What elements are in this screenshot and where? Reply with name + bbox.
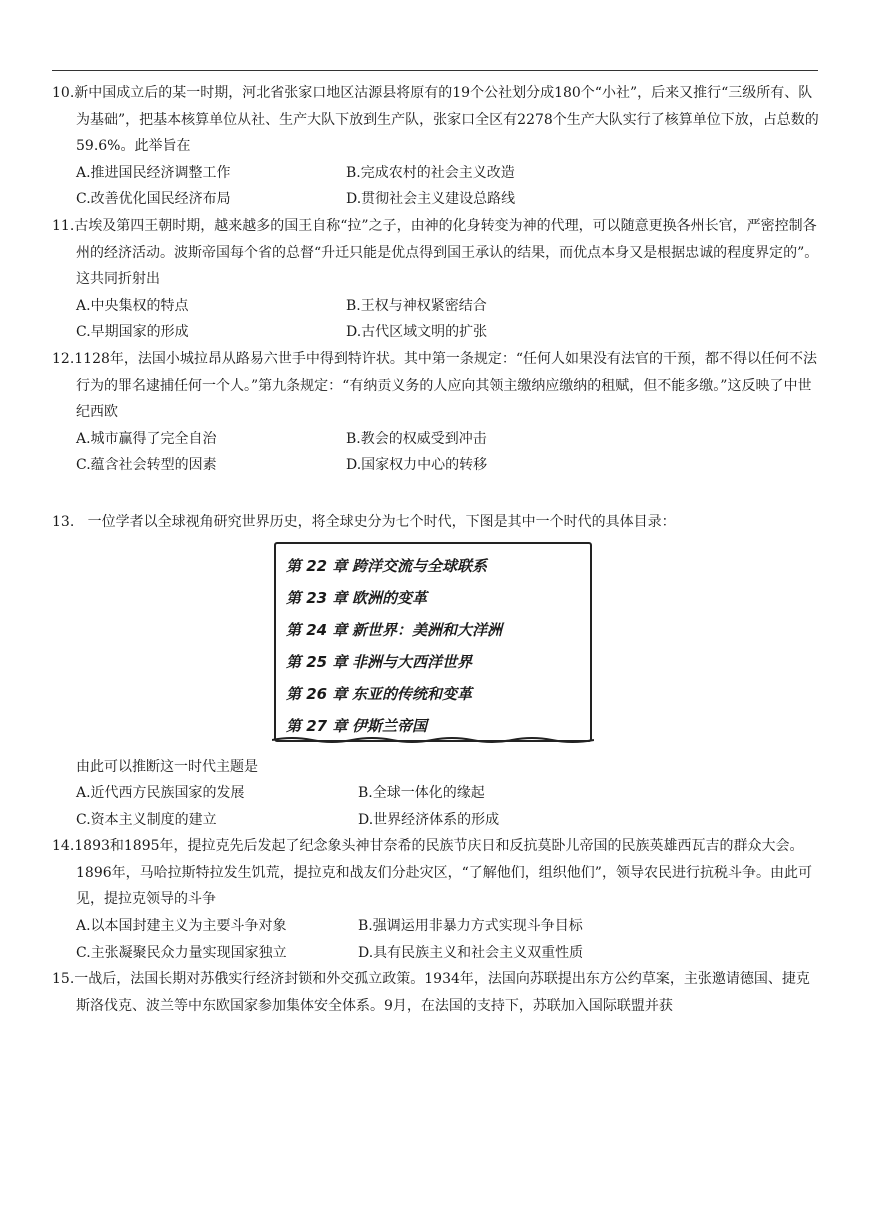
option-a[interactable]: A.推进国民经济调整工作 [76, 164, 231, 181]
option-b[interactable]: B.教会的权威受到冲击 [346, 430, 487, 447]
question-stem: 12.1128年，法国小城拉昂从路易六世手中得到特许状。其中第一条规定：“任何人如果没有法官的干预，都不得以任何不法行为的罪名逮捕任何一个人。”第九条规定：“有纳贡义务的人应向其领主缴纳应缴纳的租赋，但不能多缴。”这反映了中世纪西欧 [52, 350, 818, 421]
option-d[interactable]: D.贯彻社会主义建设总路线 [346, 191, 516, 208]
question-14 [52, 833, 822, 966]
option-a[interactable]: A.以本国封建主义为主要斗争对象 [76, 918, 287, 935]
option-c[interactable]: C.资本主义制度的建立 [76, 811, 217, 828]
toc-row: 第 25 章 非洲与大西洋世界 [286, 652, 473, 671]
option-d[interactable]: D.国家权力中心的转移 [346, 457, 488, 474]
option-a[interactable]: A.城市赢得了完全自治 [76, 430, 217, 447]
question-10 [52, 80, 822, 213]
question-13 [52, 509, 822, 833]
option-d[interactable]: D.世界经济体系的形成 [358, 811, 500, 828]
option-c[interactable]: C.早期国家的形成 [76, 324, 189, 341]
option-d[interactable]: D.具有民族主义和社会主义双重性质 [358, 944, 584, 961]
question-11 [52, 213, 822, 346]
toc-row: 第 26 章 东亚的传统和变革 [286, 684, 473, 703]
option-b[interactable]: B.王权与神权紧密结合 [346, 297, 487, 314]
question-15 [52, 966, 822, 1019]
top-rule [52, 70, 818, 71]
options [52, 160, 822, 213]
options [52, 913, 822, 966]
spacer [52, 479, 822, 509]
option-c[interactable]: C.改善优化国民经济布局 [76, 191, 231, 208]
option-b[interactable]: B.强调运用非暴力方式实现斗争目标 [358, 918, 583, 935]
question-stem: 14.1893和1895年，提拉克先后发起了纪念象头神甘奈希的民族节庆日和反抗莫卧儿帝国的民族英雄西瓦吉的群众大会。1896年，马哈拉斯特拉发生饥荒，提拉克和战友们分赴灾区，“了解他们，组织他们”，领导农民进行抗税斗争。由此可见，提拉克领导的斗争 [52, 838, 812, 908]
question-stem: 15.一战后，法国长期对苏俄实行经济封锁和外交孤立政策。1934年，法国向苏联提出东方公约草案，主张邀请德国、捷克斯洛伐克、波兰等中东欧国家参加集体安全体系。9月，在法国的支持下，苏联加入国际联盟并获 [52, 971, 810, 1014]
option-d[interactable]: D.古代区域文明的扩张 [346, 324, 488, 341]
options [52, 780, 822, 833]
toc-row: 第 22 章 跨洋交流与全球联系 [286, 556, 488, 575]
question-12 [52, 346, 822, 479]
toc-row: 第 24 章 新世界：美洲和大洋洲 [286, 620, 503, 639]
option-b[interactable]: B.全球一体化的缘起 [358, 785, 485, 802]
option-a[interactable]: A.近代西方民族国家的发展 [76, 785, 245, 802]
question-stem: 13. 一位学者以全球视角研究世界历史，将全球史分为七个时代，下图是其中一个时代的具体目录： [52, 513, 676, 530]
toc-figure [52, 536, 822, 754]
option-b[interactable]: B.完成农村的社会主义改造 [346, 164, 515, 181]
options [52, 426, 822, 479]
toc-row: 第 27 章 伊斯兰帝国 [286, 716, 428, 735]
option-a[interactable]: A.中央集权的特点 [76, 297, 189, 314]
options [52, 293, 822, 346]
exam-page [52, 80, 822, 1019]
toc-row: 第 23 章 欧洲的变革 [286, 588, 428, 607]
option-c[interactable]: C.主张凝聚民众力量实现国家独立 [76, 944, 287, 961]
question-stem: 10.新中国成立后的某一时期，河北省张家口地区沽源县将原有的19个公社划分成180个“小社”，后来又推行“三级所有、队为基础”，把基本核算单位从社、生产大队下放到生产队，张家口全区有2278个生产大队实行了核算单位下放，占总数的59.6%。此举旨在 [52, 85, 819, 155]
question-stem: 11.古埃及第四王朝时期，越来越多的国王自称“拉”之子，由神的化身转变为神的代理，可以随意更换各州长官，严密控制各州的经济活动。波斯帝国每个省的总督“升迁只能是优点得到国王承认的结果，而优点本身又是根据忠诚的程度界定的”。这共同折射出 [52, 217, 819, 288]
torn-edge-decoration [272, 736, 594, 744]
toc-box [274, 542, 592, 742]
question-followup: 由此可以推断这一时代主题是 [76, 758, 258, 775]
option-c[interactable]: C.蕴含社会转型的因素 [76, 457, 217, 474]
